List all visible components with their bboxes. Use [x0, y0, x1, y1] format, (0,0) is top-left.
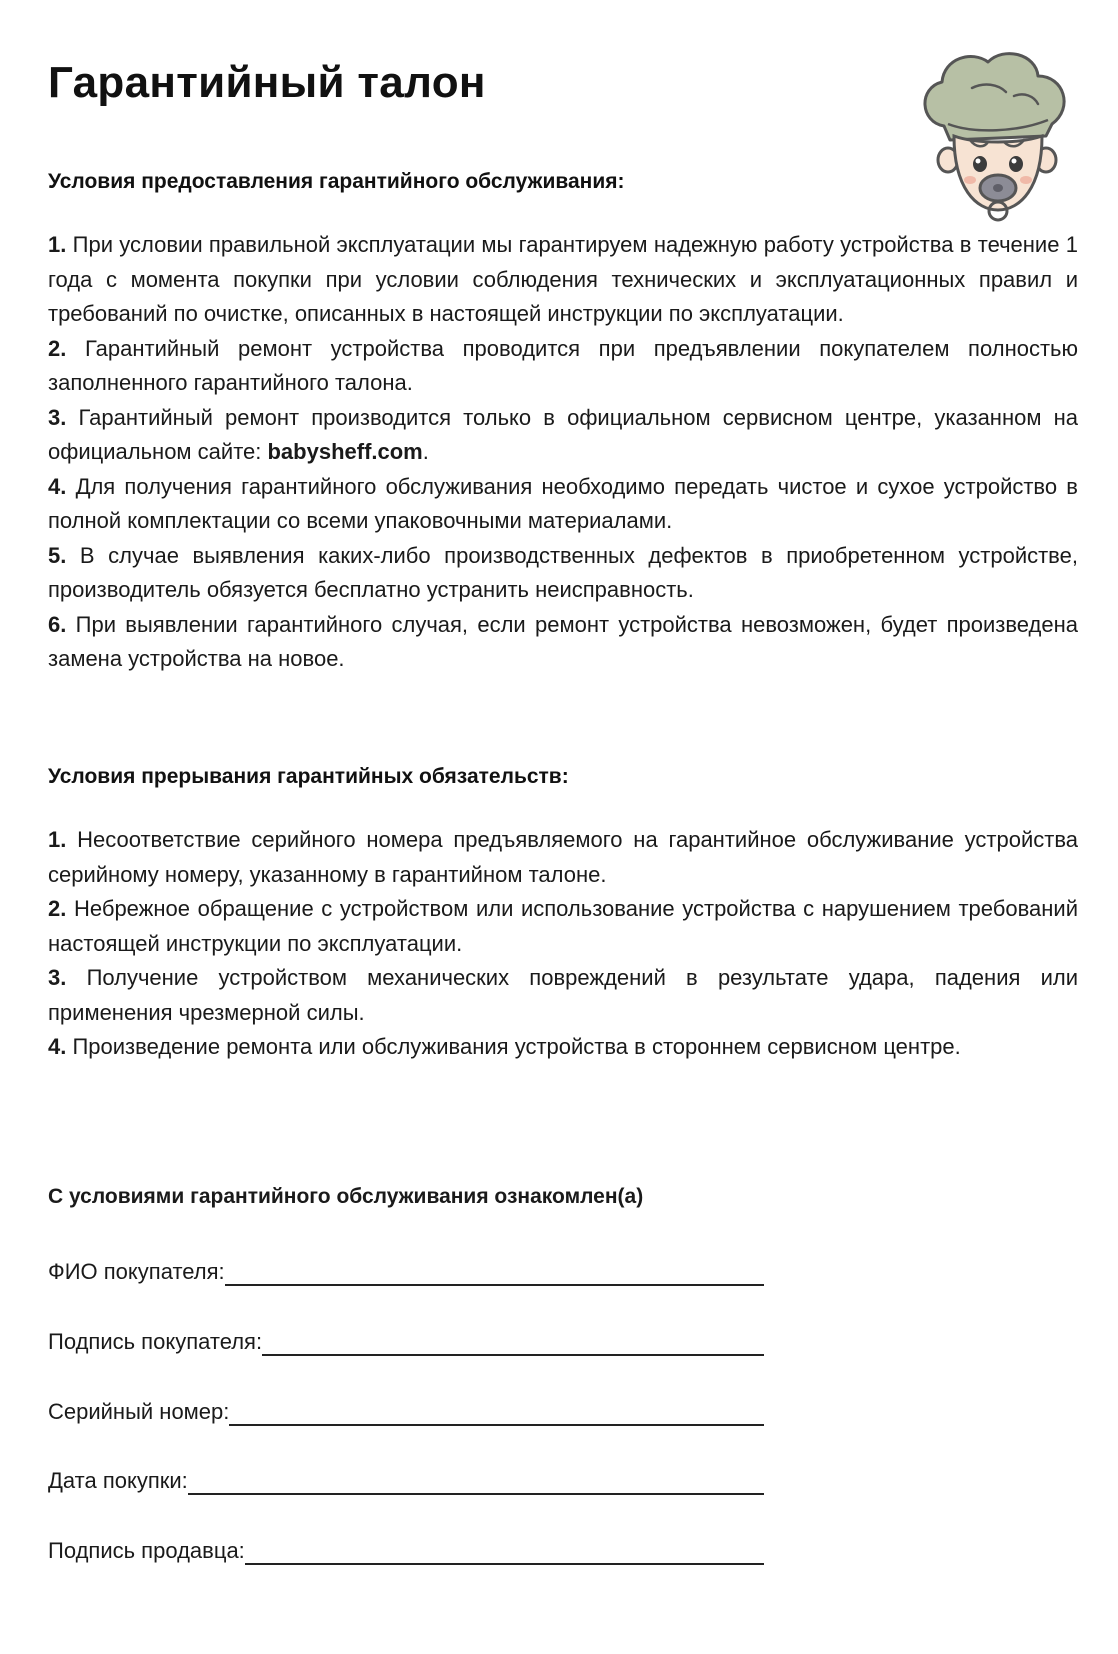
list-item: 1. Несоответствие серийного номера предъявляемого на гарантийное обслуживание устройства серийному номеру, указанному в гарантийном талоне.: [48, 827, 1078, 887]
website-link[interactable]: babysheff.com: [267, 439, 423, 464]
page-title: Гарантийный талон: [48, 58, 486, 107]
serial-number-field[interactable]: [48, 1392, 764, 1426]
buyer-name-field[interactable]: [48, 1252, 764, 1286]
acknowledgement-text: С условиями гарантийного обслуживания ознакомлен(а): [48, 1185, 644, 1208]
buyer-signature-line[interactable]: [262, 1328, 764, 1356]
buyer-signature-field[interactable]: [48, 1322, 764, 1356]
buyer-name-label: ФИО покупателя:: [48, 1259, 225, 1284]
list-item: 2. Небрежное обращение с устройством или использование устройства с нарушением требований настоящей инструкции по эксплуатации.: [48, 896, 1078, 956]
baby-chef-mascot-icon: [914, 48, 1078, 224]
buyer-signature-label: Подпись покупателя:: [48, 1329, 263, 1354]
termination-terms-heading: Условия прерывания гарантийных обязательств:: [48, 765, 569, 788]
list-item: 4. Для получения гарантийного обслуживания необходимо передать чистое и сухое устройство в полной комплектации со всеми упаковочными материалами.: [48, 473, 1078, 533]
buyer-name-line[interactable]: [225, 1258, 764, 1286]
list-item: 5. В случае выявления каких-либо производственных дефектов в приобретенном устройстве, производитель обязуется бесплатно устранить неисправность.: [48, 542, 1078, 602]
list-item: 3. Получение устройством механических повреждений в результате удара, падения или применения чрезмерной силы.: [48, 965, 1078, 1025]
purchase-date-field[interactable]: [48, 1461, 764, 1495]
purchase-date-label: Дата покупки:: [48, 1468, 188, 1493]
purchase-date-line[interactable]: [188, 1467, 764, 1495]
seller-signature-field[interactable]: [48, 1531, 764, 1565]
list-item: 2. Гарантийный ремонт устройства проводится при предъявлении покупателем полностью заполненного гарантийного талона.: [48, 335, 1078, 395]
seller-signature-line[interactable]: [245, 1537, 764, 1565]
list-item: 6. При выявлении гарантийного случая, если ремонт устройства невозможен, будет произведена замена устройства на новое.: [48, 611, 1078, 671]
serial-number-line[interactable]: [229, 1398, 764, 1426]
list-item: 1. При условии правильной эксплуатации мы гарантируем надежную работу устройства в течение 1 года с момента покупки при условии соблюдения технических и эксплуатационных правил и требований по очистке, описанных в настоящей инструкции по эксплуатации.: [48, 232, 1078, 326]
warranty-terms-heading: Условия предоставления гарантийного обслуживания:: [48, 170, 625, 193]
serial-number-label: Серийный номер:: [48, 1399, 230, 1424]
warranty-terms-list: [48, 228, 1078, 677]
list-item: 4. Произведение ремонта или обслуживания устройства в стороннем сервисном центре.: [48, 1034, 961, 1059]
list-item: 3. Гарантийный ремонт производится только в официальном сервисном центре, указанном на официальном сайте: babysheff.com.: [48, 404, 1078, 464]
seller-signature-label: Подпись продавца:: [48, 1538, 245, 1563]
termination-terms-list: [48, 823, 1078, 1065]
